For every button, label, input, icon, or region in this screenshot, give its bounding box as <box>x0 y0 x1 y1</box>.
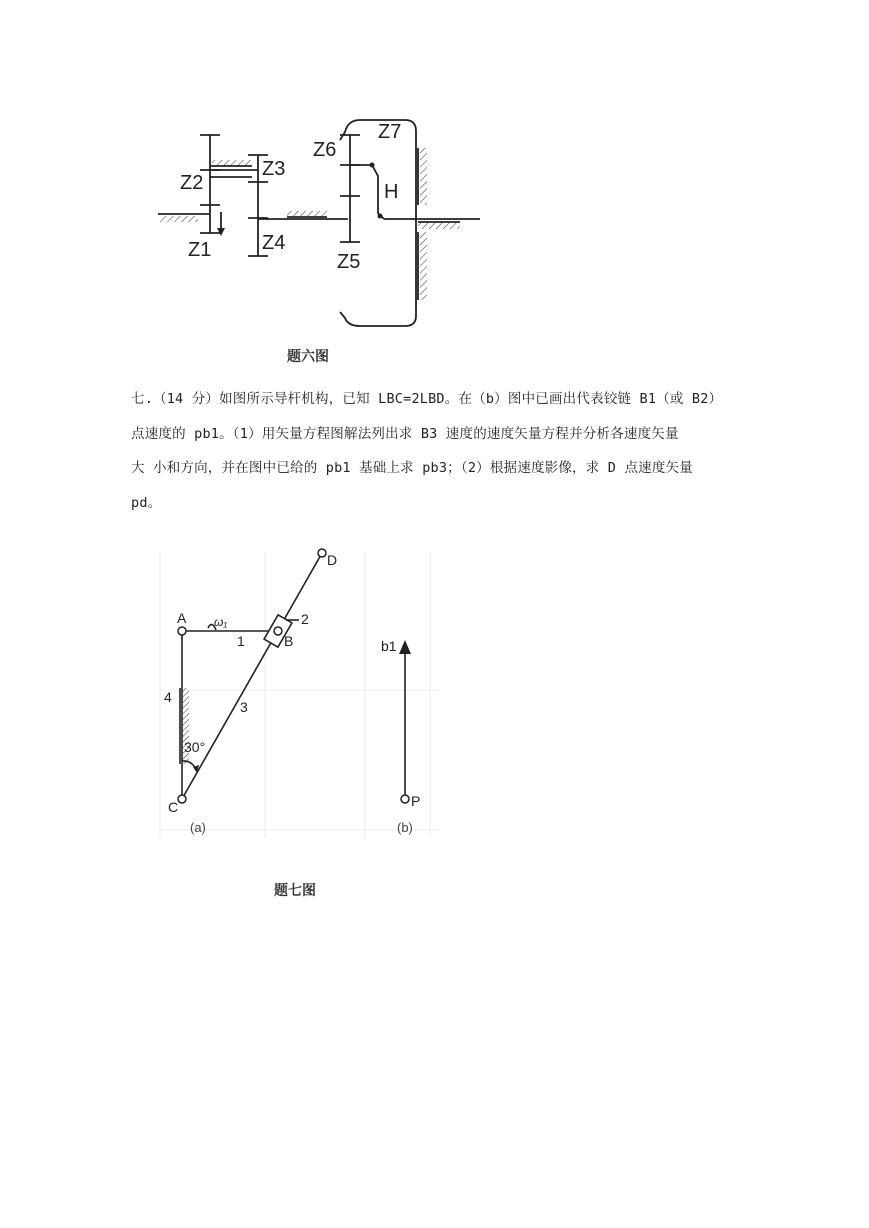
label-link-4: 4 <box>164 689 172 705</box>
label-b1: b1 <box>381 638 397 654</box>
label-angle: 30° <box>184 739 206 755</box>
sublabel-a: (a) <box>190 820 206 835</box>
label-b: B <box>284 633 294 649</box>
joint-c <box>178 795 186 803</box>
label-omega: ω₁ <box>214 615 228 629</box>
question-line: 大 小和方向，并在图中已给的 pb1 基础上求 pb3；（2）根据速度影像，求 D 点速度矢量 <box>131 460 693 476</box>
joint-a <box>178 627 186 635</box>
label-d: D <box>327 552 338 568</box>
label-a: A <box>177 610 187 626</box>
label-c: C <box>168 799 179 815</box>
label-link-2: 2 <box>301 611 309 627</box>
ground-hatch-ring-bottom <box>420 232 427 300</box>
label-p: P <box>411 793 421 809</box>
label-link-1: 1 <box>237 633 245 649</box>
vector-arrowhead-icon <box>399 640 411 654</box>
label-link-3: 3 <box>240 699 248 715</box>
label-z5: Z5 <box>337 251 361 273</box>
gear-train-figure <box>0 0 869 340</box>
label-z2: Z2 <box>180 172 204 194</box>
label-z3: Z3 <box>262 158 286 180</box>
joint-b <box>274 627 282 635</box>
figure-6-caption: 题六图 <box>287 349 329 365</box>
question-line: 七.（14 分）如图所示导杆机构，已知 LBC=2LBD。在（b）图中已画出代表铰链 B1（或 B2） <box>131 391 723 407</box>
question-7-text <box>131 382 751 520</box>
guide-bar-figure <box>0 540 869 850</box>
rotation-arrow-icon <box>217 228 225 236</box>
ring-gear-z7 <box>340 120 416 326</box>
carrier-h <box>350 165 384 219</box>
point-p <box>401 795 409 803</box>
ground-hatch-ring-top <box>420 148 427 205</box>
label-z6: Z6 <box>313 139 337 161</box>
sublabel-b: (b) <box>397 820 413 835</box>
figure-7-caption: 题七图 <box>274 883 316 899</box>
joint-d <box>318 549 326 557</box>
label-h: H <box>384 181 399 203</box>
label-z1: Z1 <box>188 239 212 261</box>
question-line: pd。 <box>131 494 162 511</box>
label-z4: Z4 <box>262 232 286 254</box>
ground-hatch-left <box>160 216 198 222</box>
ground-hatch-output <box>418 223 460 229</box>
question-line: 点速度的 pb1。（1）用矢量方程图解法列出求 B3 速度的速度矢量方程并分析各速度矢量 <box>131 425 679 442</box>
link-3 <box>182 553 322 799</box>
label-z7: Z7 <box>378 121 402 143</box>
